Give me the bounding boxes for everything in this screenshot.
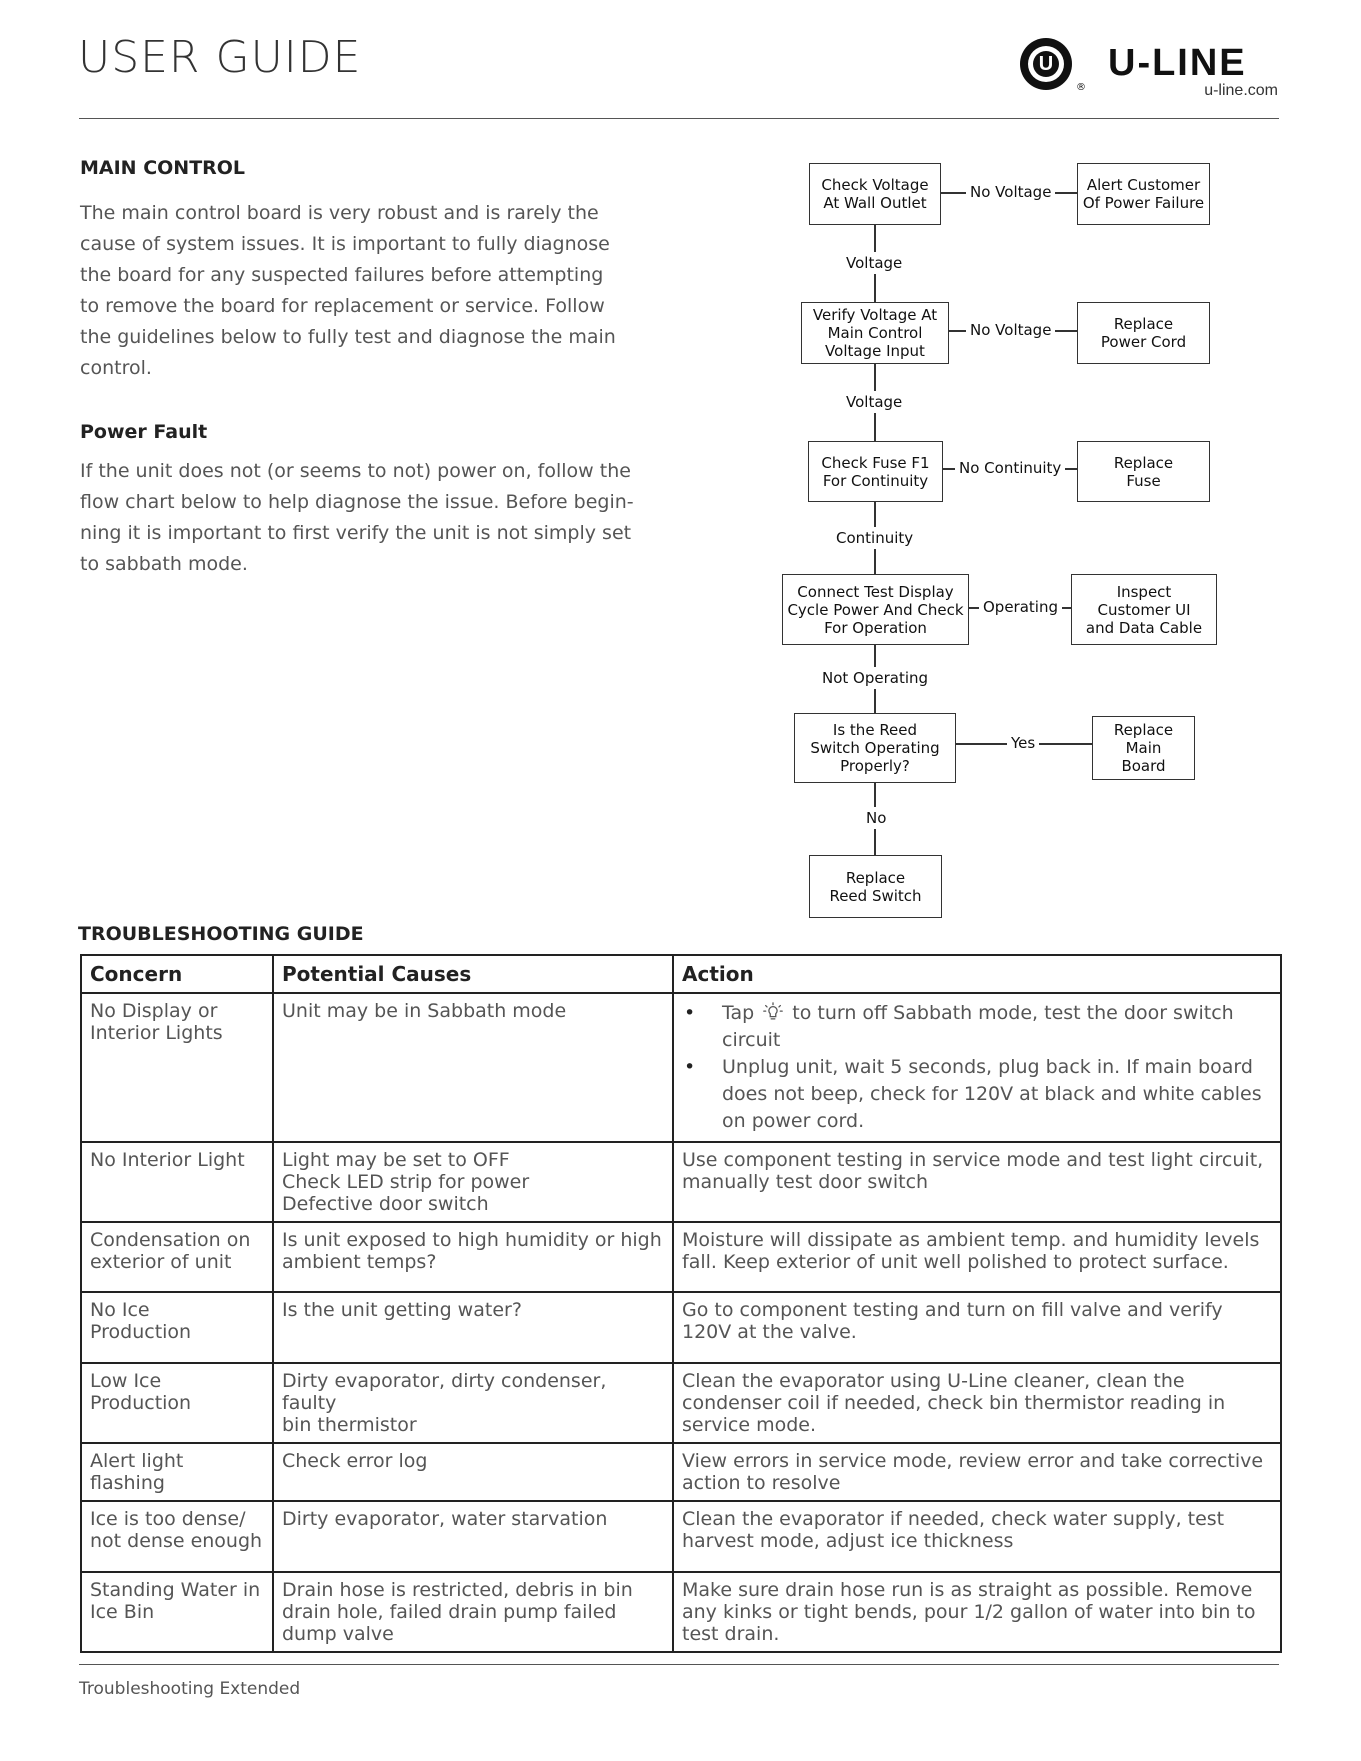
column-header-concern: Concern [81,955,273,993]
table-row [81,1363,1281,1443]
table-row [81,1222,1281,1292]
action-cell: Use component testing in service mode and test light circuit, manually test door switch [673,1142,1281,1222]
action-bullet-list [682,1000,1272,1135]
main-control-line: the board for any suspected failures before attempting [80,264,604,286]
action-cell: View errors in service mode, review error and take corrective action to resolve [673,1443,1281,1501]
concern-cell: No Display or Interior Lights [81,993,273,1142]
concern-cell: No Interior Light [81,1142,273,1222]
flow-label-voltage: Voltage [842,252,906,274]
causes-cell: Dirty evaporator, dirty condenser, faulty bin thermistor [273,1363,673,1443]
flow-label-no-voltage: No Voltage [966,321,1055,339]
flow-label-no: No [862,807,890,829]
power-fault-line: to sabbath mode. [80,553,248,575]
causes-cell: Check error log [273,1443,673,1501]
power-fault-line: If the unit does not (or seems to not) power on, follow the [80,460,631,482]
troubleshooting-heading: TROUBLESHOOTING GUIDE [78,923,364,945]
flow-label-no-voltage: No Voltage [966,183,1055,201]
power-fault-paragraph [80,456,640,580]
footer-text: Troubleshooting Extended [79,1679,301,1699]
power-fault-line: ning it is important to first verify the unit is not simply set [80,522,632,544]
u-line-logo-icon: U [1020,38,1072,90]
main-control-line: The main control board is very robust and is rarely the [80,202,599,224]
troubleshooting-table [80,954,1282,1653]
flow-outcome-alert-customer: Alert Customer Of Power Failure [1077,163,1210,225]
causes-cell: Is unit exposed to high humidity or high ambient temps? [273,1222,673,1292]
concern-cell: Alert light flashing [81,1443,273,1501]
brand-logo [1020,38,1278,108]
flow-outcome-replace-fuse: Replace Fuse [1077,441,1210,502]
flow-step-connect-test-display: Connect Test Display Cycle Power And Check For Operation [782,574,969,645]
main-control-paragraph [80,198,640,384]
main-control-heading: MAIN CONTROL [80,157,246,179]
table-row [81,1572,1281,1652]
flow-step-verify-control-voltage: Verify Voltage At Main Control Voltage Input [801,302,949,364]
table-row [81,1292,1281,1363]
causes-cell: Light may be set to OFF Check LED strip for power Defective door switch [273,1142,673,1222]
concern-cell: Ice is too dense/ not dense enough [81,1501,273,1572]
action-cell [673,993,1281,1142]
power-fault-line: flow chart below to help diagnose the issue. Before begin- [80,491,634,513]
flow-step-replace-reed-switch: Replace Reed Switch [809,855,942,918]
power-fault-heading: Power Fault [80,421,208,443]
flow-outcome-inspect-ui-cable: Inspect Customer UI and Data Cable [1071,574,1217,645]
footer-divider [79,1664,1279,1665]
flow-outcome-replace-main-board: Replace Main Board [1092,716,1195,780]
flow-step-check-wall-voltage: Check Voltage At Wall Outlet [809,163,941,225]
action-cell: Moisture will dissipate as ambient temp. and humidity levels fall. Keep exterior of unit well polished to protect surface. [673,1222,1281,1292]
flow-label-continuity: Continuity [832,527,917,549]
main-control-line: the guidelines below to fully test and diagnose the main [80,326,616,348]
flow-label-yes: Yes [1007,734,1039,752]
action-bullet: • Unplug unit, wait 5 seconds, plug back in. If main board does not beep, check for 120V at black and white cables on power cord. [684,1056,1262,1132]
causes-cell: Drain hose is restricted, debris in bin drain hole, failed drain pump failed dump valve [273,1572,673,1652]
flow-label-no-continuity: No Continuity [955,459,1065,477]
action-bullet: • Tap to turn off Sabbath mode, test the door switch circuit [684,1002,1234,1051]
main-control-line: control. [80,357,152,379]
action-cell: Clean the evaporator using U-Line cleaner, clean the condenser coil if needed, check bin thermistor reading in service mode. [673,1363,1281,1443]
registered-mark: ® [1076,82,1086,93]
action-cell: Make sure drain hose run is as straight as possible. Remove any kinks or tight bends, pour 1/2 gallon of water into bin to test drain. [673,1572,1281,1652]
flow-label-operating: Operating [979,598,1062,616]
main-control-line: to remove the board for replacement or service. Follow [80,295,605,317]
header-divider [79,118,1279,119]
table-row [81,1142,1281,1222]
column-header-causes: Potential Causes [273,955,673,993]
flow-step-check-fuse: Check Fuse F1 For Continuity [808,441,943,502]
concern-cell: Condensation on exterior of unit [81,1222,273,1292]
table-row [81,1501,1281,1572]
flow-outcome-replace-power-cord: Replace Power Cord [1077,302,1210,364]
column-header-action: Action [673,955,1281,993]
table-row [81,993,1281,1142]
main-control-line: cause of system issues. It is important to fully diagnose [80,233,610,255]
sabbath-sun-icon [762,1001,784,1023]
action-cell: Go to component testing and turn on fill valve and verify 120V at the valve. [673,1292,1281,1363]
page-title: USER GUIDE [78,32,362,83]
concern-cell: No Ice Production [81,1292,273,1363]
causes-cell: Dirty evaporator, water starvation [273,1501,673,1572]
causes-cell: Is the unit getting water? [273,1292,673,1363]
causes-cell: Unit may be in Sabbath mode [273,993,673,1142]
concern-cell: Standing Water in Ice Bin [81,1572,273,1652]
brand-url: u-line.com [1204,82,1278,99]
brand-wordmark: U-LINE [1108,42,1247,84]
flow-label-voltage: Voltage [842,391,906,413]
flow-label-not-operating: Not Operating [818,667,932,689]
action-cell: Clean the evaporator if needed, check water supply, test harvest mode, adjust ice thickness [673,1501,1281,1572]
flow-step-reed-switch-check: Is the Reed Switch Operating Properly? [794,713,956,783]
concern-cell: Low Ice Production [81,1363,273,1443]
table-header-row [81,955,1281,993]
table-row [81,1443,1281,1501]
